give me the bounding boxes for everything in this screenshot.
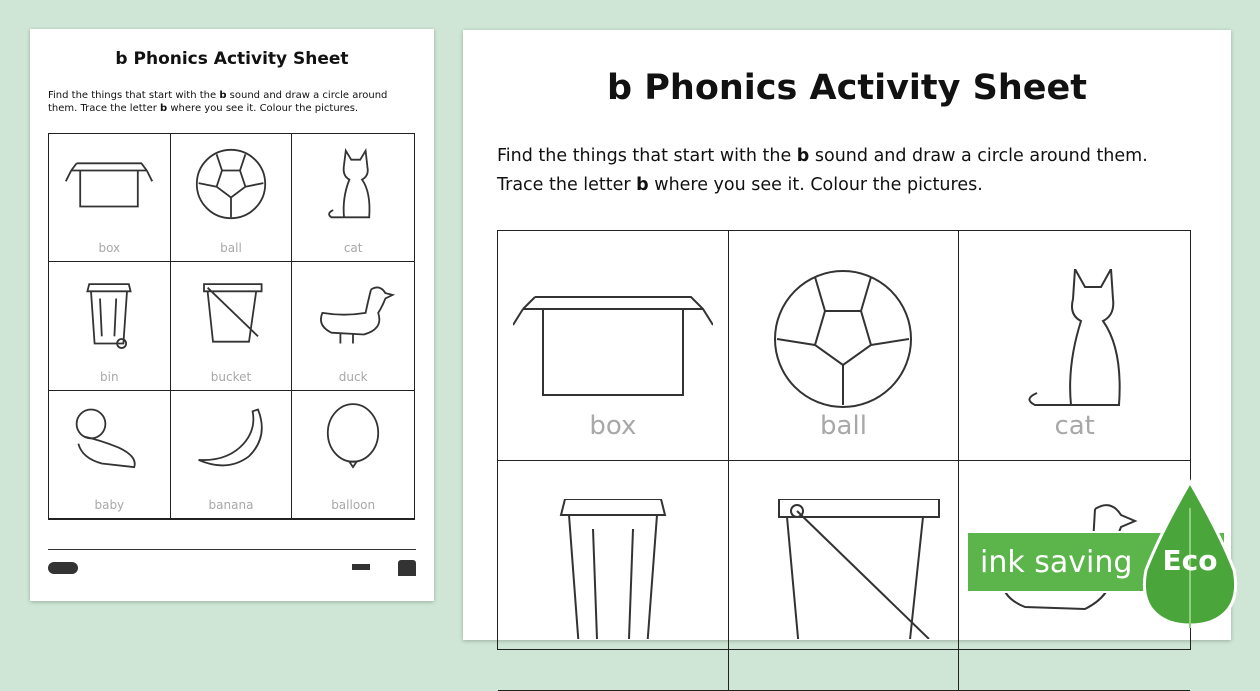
footer-mark-icon [352, 564, 370, 570]
grid-cell [292, 134, 414, 262]
word-label: ball [820, 411, 867, 441]
grid-cell [729, 461, 960, 691]
grid-cell [292, 262, 414, 390]
banana-icon [186, 399, 276, 483]
instructions-text-1: Find the things that start with the [497, 146, 797, 166]
preview-sheet [30, 29, 434, 601]
grid-cell [49, 134, 171, 262]
instructions [497, 142, 1197, 200]
instructions-letter-1: b [219, 90, 227, 101]
page-title: b Phonics Activity Sheet [607, 68, 1087, 108]
word-label: cat [343, 241, 363, 256]
cat-icon [975, 269, 1175, 409]
footer-emblem-icon [398, 560, 416, 576]
ball-icon [743, 269, 943, 409]
publisher-logo-icon [48, 562, 78, 574]
instructions [48, 89, 408, 115]
grid-cell [171, 134, 293, 262]
page-footer [48, 549, 416, 590]
word-label: banana [208, 497, 254, 512]
instructions-text-3: where you see it. Colour the pictures. [648, 175, 983, 195]
ball-icon [186, 142, 276, 226]
baby-icon [64, 399, 154, 483]
word-label: cat [1054, 411, 1095, 441]
badge-label: ink saving [980, 545, 1133, 580]
bucket-icon [186, 270, 276, 354]
instructions-text-1: Find the things that start with the [48, 90, 220, 101]
grid-cell [171, 391, 293, 519]
grid-cell [49, 391, 171, 519]
box-icon [64, 142, 154, 226]
grid-cell [171, 262, 293, 390]
word-label: box [589, 411, 637, 441]
eco-label: Eco [1162, 544, 1218, 577]
word-label: box [98, 241, 121, 256]
instructions-text-2: sound and draw a circle around them. Trace the letter [48, 90, 388, 114]
bin-icon [513, 499, 713, 639]
instructions-text-3: where you see it. Colour the pictures. [167, 103, 359, 114]
balloon-icon [308, 399, 398, 483]
grid-cell [49, 262, 171, 390]
grid-cell [729, 231, 960, 461]
picture-grid [48, 133, 415, 520]
bin-icon [64, 270, 154, 354]
grid-cell [498, 461, 729, 691]
word-label: balloon [331, 497, 376, 512]
instructions-letter-1: b [796, 146, 810, 166]
instructions-letter-2: b [160, 103, 168, 114]
page-title: b Phonics Activity Sheet [115, 49, 349, 69]
word-label: duck [338, 369, 368, 384]
grid-cell [959, 231, 1190, 461]
word-label: baby [94, 497, 125, 512]
word-label: bin [100, 369, 119, 384]
grid-cell [292, 391, 414, 519]
word-label: ball [220, 241, 242, 256]
bucket-icon [743, 499, 943, 639]
grid-cell [498, 231, 729, 461]
duck-icon [308, 270, 398, 354]
cat-icon [308, 142, 398, 226]
instructions-letter-2: b [636, 175, 649, 195]
word-label: bucket [210, 369, 252, 384]
box-icon [513, 269, 713, 409]
instructions-text-2: sound and draw a circle around them. Trace the letter [497, 146, 1148, 195]
